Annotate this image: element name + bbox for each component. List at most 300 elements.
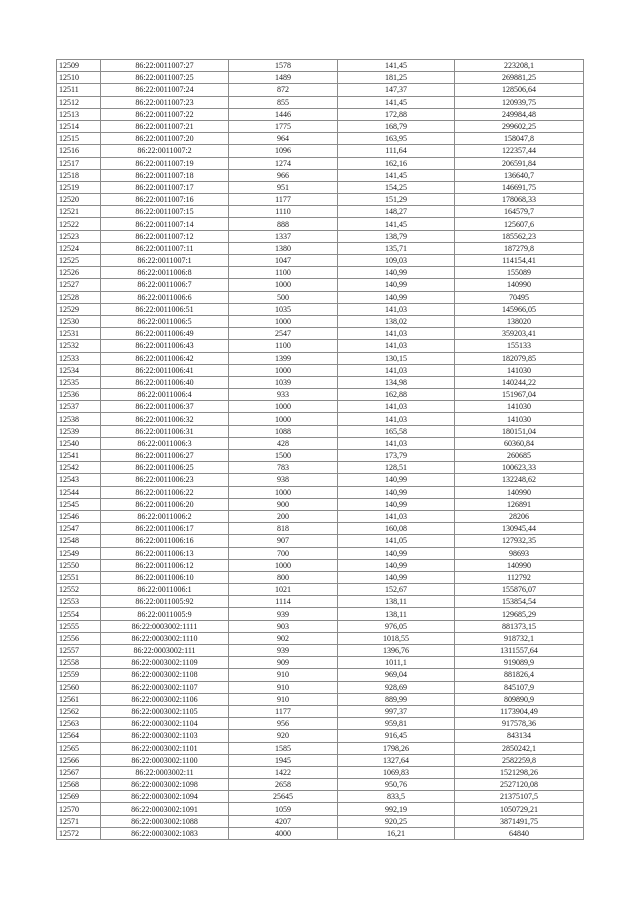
table-body	[57, 60, 584, 840]
cadastral-value: 140990	[455, 559, 584, 571]
table-row	[57, 279, 584, 291]
cadastral-number: 86:22:0003002:1100	[101, 754, 229, 766]
row-number: 12552	[57, 584, 101, 596]
table-row	[57, 571, 584, 583]
table-row	[57, 547, 584, 559]
cadastral-number: 86:22:0003002:1105	[101, 705, 229, 717]
cadastral-number: 86:22:0003002:1101	[101, 742, 229, 754]
cadastral-value: 127932,35	[455, 535, 584, 547]
table-row	[57, 242, 584, 254]
table-row	[57, 328, 584, 340]
row-number: 12538	[57, 413, 101, 425]
cadastral-number: 86:22:0011006:37	[101, 401, 229, 413]
table-row	[57, 206, 584, 218]
specific-value: 140,99	[338, 486, 455, 498]
cadastral-value: 180151,04	[455, 425, 584, 437]
row-number: 12525	[57, 255, 101, 267]
specific-value: 141,45	[338, 169, 455, 181]
cadastral-value: 917578,36	[455, 718, 584, 730]
cadastral-value: 155876,07	[455, 584, 584, 596]
table-row	[57, 376, 584, 388]
area-value: 4000	[229, 827, 338, 839]
area-value: 1177	[229, 705, 338, 717]
cadastral-number: 86:22:0003002:1091	[101, 803, 229, 815]
specific-value: 138,11	[338, 596, 455, 608]
cadastral-value: 1173904,49	[455, 705, 584, 717]
cadastral-value: 223208,1	[455, 60, 584, 72]
area-value: 1000	[229, 279, 338, 291]
specific-value: 1018,55	[338, 632, 455, 644]
cadastral-number: 86:22:0003002:1108	[101, 669, 229, 681]
table-row	[57, 60, 584, 72]
specific-value: 172,88	[338, 108, 455, 120]
cadastral-value: 112792	[455, 571, 584, 583]
cadastral-value: 2850242,1	[455, 742, 584, 754]
table-row	[57, 364, 584, 376]
table-row	[57, 620, 584, 632]
cadastral-number: 86:22:0011007:19	[101, 157, 229, 169]
cadastral-value: 141030	[455, 401, 584, 413]
row-number: 12533	[57, 352, 101, 364]
table-row	[57, 523, 584, 535]
row-number: 12522	[57, 218, 101, 230]
specific-value: 162,16	[338, 157, 455, 169]
table-row	[57, 230, 584, 242]
cadastral-number: 86:22:0011007:22	[101, 108, 229, 120]
cadastral-number: 86:22:0011006:40	[101, 376, 229, 388]
area-value: 500	[229, 291, 338, 303]
row-number: 12563	[57, 718, 101, 730]
cadastral-value: 130945,44	[455, 523, 584, 535]
specific-value: 134,98	[338, 376, 455, 388]
specific-value: 141,03	[338, 437, 455, 449]
table-row	[57, 425, 584, 437]
area-value: 1047	[229, 255, 338, 267]
area-value: 4207	[229, 815, 338, 827]
row-number: 12566	[57, 754, 101, 766]
table-row	[57, 657, 584, 669]
specific-value: 141,05	[338, 535, 455, 547]
row-number: 12528	[57, 291, 101, 303]
specific-value: 140,99	[338, 267, 455, 279]
row-number: 12548	[57, 535, 101, 547]
row-number: 12547	[57, 523, 101, 535]
row-number: 12529	[57, 303, 101, 315]
area-value: 1114	[229, 596, 338, 608]
row-number: 12549	[57, 547, 101, 559]
cadastral-value: 155133	[455, 340, 584, 352]
specific-value: 135,71	[338, 242, 455, 254]
area-value: 200	[229, 510, 338, 522]
table-row	[57, 462, 584, 474]
specific-value: 147,37	[338, 84, 455, 96]
cadastral-value: 881373,15	[455, 620, 584, 632]
table-row	[57, 315, 584, 327]
table-row	[57, 120, 584, 132]
area-value: 783	[229, 462, 338, 474]
area-value: 2658	[229, 779, 338, 791]
cadastral-value-table	[56, 59, 584, 840]
area-value: 872	[229, 84, 338, 96]
area-value: 1039	[229, 376, 338, 388]
area-value: 888	[229, 218, 338, 230]
cadastral-value: 153854,54	[455, 596, 584, 608]
specific-value: 141,03	[338, 401, 455, 413]
area-value: 800	[229, 571, 338, 583]
row-number: 12555	[57, 620, 101, 632]
row-number: 12509	[57, 60, 101, 72]
area-value: 1100	[229, 267, 338, 279]
row-number: 12511	[57, 84, 101, 96]
cadastral-value: 269881,25	[455, 72, 584, 84]
row-number: 12517	[57, 157, 101, 169]
row-number: 12524	[57, 242, 101, 254]
table-row	[57, 596, 584, 608]
table-row	[57, 498, 584, 510]
cadastral-number: 86:22:0011005:9	[101, 608, 229, 620]
cadastral-number: 86:22:0011007:23	[101, 96, 229, 108]
area-value: 920	[229, 730, 338, 742]
table-row	[57, 693, 584, 705]
cadastral-value: 60360,84	[455, 437, 584, 449]
cadastral-value: 185562,23	[455, 230, 584, 242]
cadastral-number: 86:22:0011006:27	[101, 450, 229, 462]
area-value: 1000	[229, 559, 338, 571]
cadastral-number: 86:22:0011007:27	[101, 60, 229, 72]
cadastral-value: 145966,05	[455, 303, 584, 315]
specific-value: 140,99	[338, 279, 455, 291]
cadastral-number: 86:22:0003002:1083	[101, 827, 229, 839]
cadastral-value: 1521298,26	[455, 766, 584, 778]
table-row	[57, 681, 584, 693]
area-value: 1775	[229, 120, 338, 132]
specific-value: 889,99	[338, 693, 455, 705]
specific-value: 141,03	[338, 303, 455, 315]
table-row	[57, 730, 584, 742]
cadastral-value: 100623,33	[455, 462, 584, 474]
area-value: 1059	[229, 803, 338, 815]
cadastral-value: 843134	[455, 730, 584, 742]
table-row	[57, 669, 584, 681]
area-value: 2547	[229, 328, 338, 340]
area-value: 1399	[229, 352, 338, 364]
row-number: 12562	[57, 705, 101, 717]
specific-value: 154,25	[338, 181, 455, 193]
area-value: 1585	[229, 742, 338, 754]
specific-value: 168,79	[338, 120, 455, 132]
table-row	[57, 474, 584, 486]
row-number: 12519	[57, 181, 101, 193]
area-value: 1945	[229, 754, 338, 766]
cadastral-number: 86:22:0011006:31	[101, 425, 229, 437]
cadastral-number: 86:22:0011006:10	[101, 571, 229, 583]
row-number: 12535	[57, 376, 101, 388]
cadastral-number: 86:22:0003002:1098	[101, 779, 229, 791]
cadastral-number: 86:22:0011006:13	[101, 547, 229, 559]
area-value: 939	[229, 645, 338, 657]
row-number: 12561	[57, 693, 101, 705]
cadastral-value: 140244,22	[455, 376, 584, 388]
cadastral-value: 260685	[455, 450, 584, 462]
cadastral-number: 86:22:0011007:25	[101, 72, 229, 84]
table-row	[57, 72, 584, 84]
cadastral-value: 809890,9	[455, 693, 584, 705]
cadastral-value: 918732,1	[455, 632, 584, 644]
cadastral-value: 881826,4	[455, 669, 584, 681]
cadastral-value: 178068,33	[455, 194, 584, 206]
specific-value: 141,03	[338, 328, 455, 340]
specific-value: 920,25	[338, 815, 455, 827]
table-row	[57, 766, 584, 778]
specific-value: 162,88	[338, 389, 455, 401]
cadastral-value: 21375107,5	[455, 791, 584, 803]
specific-value: 141,45	[338, 60, 455, 72]
area-value: 1274	[229, 157, 338, 169]
row-number: 12534	[57, 364, 101, 376]
cadastral-value: 158047,8	[455, 133, 584, 145]
area-value: 1035	[229, 303, 338, 315]
specific-value: 959,81	[338, 718, 455, 730]
cadastral-number: 86:22:0011006:6	[101, 291, 229, 303]
table-row	[57, 827, 584, 839]
table-row	[57, 450, 584, 462]
area-value: 910	[229, 669, 338, 681]
table-row	[57, 255, 584, 267]
table-row	[57, 754, 584, 766]
table-row	[57, 194, 584, 206]
row-number: 12568	[57, 779, 101, 791]
cadastral-number: 86:22:0011007:18	[101, 169, 229, 181]
area-value: 910	[229, 681, 338, 693]
table-row	[57, 84, 584, 96]
cadastral-number: 86:22:0011007:12	[101, 230, 229, 242]
cadastral-value: 206591,84	[455, 157, 584, 169]
table-row	[57, 96, 584, 108]
area-value: 855	[229, 96, 338, 108]
cadastral-number: 86:22:0011006:23	[101, 474, 229, 486]
area-value: 902	[229, 632, 338, 644]
area-value: 818	[229, 523, 338, 535]
cadastral-value: 98693	[455, 547, 584, 559]
specific-value: 138,11	[338, 608, 455, 620]
row-number: 12550	[57, 559, 101, 571]
cadastral-number: 86:22:0003002:1106	[101, 693, 229, 705]
row-number: 12570	[57, 803, 101, 815]
area-value: 1422	[229, 766, 338, 778]
row-number: 12567	[57, 766, 101, 778]
specific-value: 109,03	[338, 255, 455, 267]
specific-value: 173,79	[338, 450, 455, 462]
area-value: 966	[229, 169, 338, 181]
specific-value: 1798,26	[338, 742, 455, 754]
area-value: 428	[229, 437, 338, 449]
cadastral-value: 164579,7	[455, 206, 584, 218]
specific-value: 141,03	[338, 510, 455, 522]
specific-value: 1069,83	[338, 766, 455, 778]
row-number: 12539	[57, 425, 101, 437]
specific-value: 141,45	[338, 218, 455, 230]
specific-value: 130,15	[338, 352, 455, 364]
area-value: 1096	[229, 145, 338, 157]
cadastral-value: 28206	[455, 510, 584, 522]
row-number: 12518	[57, 169, 101, 181]
cadastral-number: 86:22:0003002:1094	[101, 791, 229, 803]
cadastral-value: 125607,6	[455, 218, 584, 230]
cadastral-number: 86:22:0011006:16	[101, 535, 229, 547]
table-row	[57, 632, 584, 644]
cadastral-value: 114154,41	[455, 255, 584, 267]
specific-value: 140,99	[338, 547, 455, 559]
area-value: 1489	[229, 72, 338, 84]
specific-value: 997,37	[338, 705, 455, 717]
specific-value: 160,08	[338, 523, 455, 535]
specific-value: 163,95	[338, 133, 455, 145]
row-number: 12527	[57, 279, 101, 291]
specific-value: 165,58	[338, 425, 455, 437]
cadastral-value: 136640,7	[455, 169, 584, 181]
cadastral-value: 126891	[455, 498, 584, 510]
row-number: 12542	[57, 462, 101, 474]
area-value: 1500	[229, 450, 338, 462]
cadastral-number: 86:22:0011006:22	[101, 486, 229, 498]
table-row	[57, 218, 584, 230]
table-row	[57, 133, 584, 145]
specific-value: 140,99	[338, 559, 455, 571]
table-row	[57, 145, 584, 157]
cadastral-number: 86:22:0011006:1	[101, 584, 229, 596]
cadastral-number: 86:22:0011007:15	[101, 206, 229, 218]
cadastral-value: 140990	[455, 279, 584, 291]
cadastral-value: 132248,62	[455, 474, 584, 486]
specific-value: 916,45	[338, 730, 455, 742]
specific-value: 140,99	[338, 474, 455, 486]
cadastral-number: 86:22:0011006:3	[101, 437, 229, 449]
row-number: 12537	[57, 401, 101, 413]
row-number: 12541	[57, 450, 101, 462]
cadastral-number: 86:22:0011006:12	[101, 559, 229, 571]
cadastral-value: 141030	[455, 413, 584, 425]
area-value: 933	[229, 389, 338, 401]
area-value: 1177	[229, 194, 338, 206]
cadastral-number: 86:22:0011007:11	[101, 242, 229, 254]
cadastral-number: 86:22:0011006:7	[101, 279, 229, 291]
table-row	[57, 718, 584, 730]
table-row	[57, 340, 584, 352]
cadastral-value: 122357,44	[455, 145, 584, 157]
specific-value: 992,19	[338, 803, 455, 815]
specific-value: 141,45	[338, 96, 455, 108]
row-number: 12572	[57, 827, 101, 839]
cadastral-number: 86:22:0003002:1111	[101, 620, 229, 632]
area-value: 951	[229, 181, 338, 193]
cadastral-number: 86:22:0011005:92	[101, 596, 229, 608]
area-value: 964	[229, 133, 338, 145]
table-row	[57, 791, 584, 803]
row-number: 12532	[57, 340, 101, 352]
specific-value: 928,69	[338, 681, 455, 693]
cadastral-value: 845107,9	[455, 681, 584, 693]
cadastral-number: 86:22:0003002:1104	[101, 718, 229, 730]
table-row	[57, 486, 584, 498]
row-number: 12523	[57, 230, 101, 242]
table-row	[57, 352, 584, 364]
table-row	[57, 401, 584, 413]
area-value: 907	[229, 535, 338, 547]
area-value: 1000	[229, 413, 338, 425]
cadastral-value: 359203,41	[455, 328, 584, 340]
cadastral-value: 140990	[455, 486, 584, 498]
row-number: 12554	[57, 608, 101, 620]
cadastral-number: 86:22:0011006:41	[101, 364, 229, 376]
area-value: 1088	[229, 425, 338, 437]
specific-value: 141,03	[338, 364, 455, 376]
cadastral-number: 86:22:0011006:25	[101, 462, 229, 474]
cadastral-value: 299602,25	[455, 120, 584, 132]
row-number: 12544	[57, 486, 101, 498]
row-number: 12557	[57, 645, 101, 657]
table-row	[57, 779, 584, 791]
table-row	[57, 157, 584, 169]
table-row	[57, 535, 584, 547]
specific-value: 833,5	[338, 791, 455, 803]
area-value: 700	[229, 547, 338, 559]
row-number: 12514	[57, 120, 101, 132]
row-number: 12543	[57, 474, 101, 486]
cadastral-value: 155089	[455, 267, 584, 279]
table-row	[57, 267, 584, 279]
area-value: 956	[229, 718, 338, 730]
table-row	[57, 291, 584, 303]
table-row	[57, 742, 584, 754]
row-number: 12531	[57, 328, 101, 340]
row-number: 12536	[57, 389, 101, 401]
row-number: 12553	[57, 596, 101, 608]
table-row	[57, 108, 584, 120]
area-value: 1000	[229, 486, 338, 498]
area-value: 1380	[229, 242, 338, 254]
row-number: 12564	[57, 730, 101, 742]
cadastral-value: 151967,04	[455, 389, 584, 401]
specific-value: 140,99	[338, 498, 455, 510]
specific-value: 1327,64	[338, 754, 455, 766]
table-row	[57, 169, 584, 181]
table-row	[57, 389, 584, 401]
table-row	[57, 413, 584, 425]
cadastral-value: 3871491,75	[455, 815, 584, 827]
row-number: 12520	[57, 194, 101, 206]
cadastral-value: 129685,29	[455, 608, 584, 620]
area-value: 1100	[229, 340, 338, 352]
cadastral-number: 86:22:0011007:16	[101, 194, 229, 206]
cadastral-number: 86:22:0011006:5	[101, 315, 229, 327]
table-row	[57, 584, 584, 596]
cadastral-value: 2582259,8	[455, 754, 584, 766]
cadastral-number: 86:22:0003002:11	[101, 766, 229, 778]
cadastral-number: 86:22:0011006:43	[101, 340, 229, 352]
row-number: 12569	[57, 791, 101, 803]
cadastral-number: 86:22:0011006:49	[101, 328, 229, 340]
cadastral-number: 86:22:0003002:1110	[101, 632, 229, 644]
row-number: 12510	[57, 72, 101, 84]
row-number: 12556	[57, 632, 101, 644]
cadastral-number: 86:22:0011006:4	[101, 389, 229, 401]
cadastral-number: 86:22:0011007:14	[101, 218, 229, 230]
specific-value: 148,27	[338, 206, 455, 218]
cadastral-number: 86:22:0011007:17	[101, 181, 229, 193]
specific-value: 152,67	[338, 584, 455, 596]
area-value: 1337	[229, 230, 338, 242]
specific-value: 181,25	[338, 72, 455, 84]
